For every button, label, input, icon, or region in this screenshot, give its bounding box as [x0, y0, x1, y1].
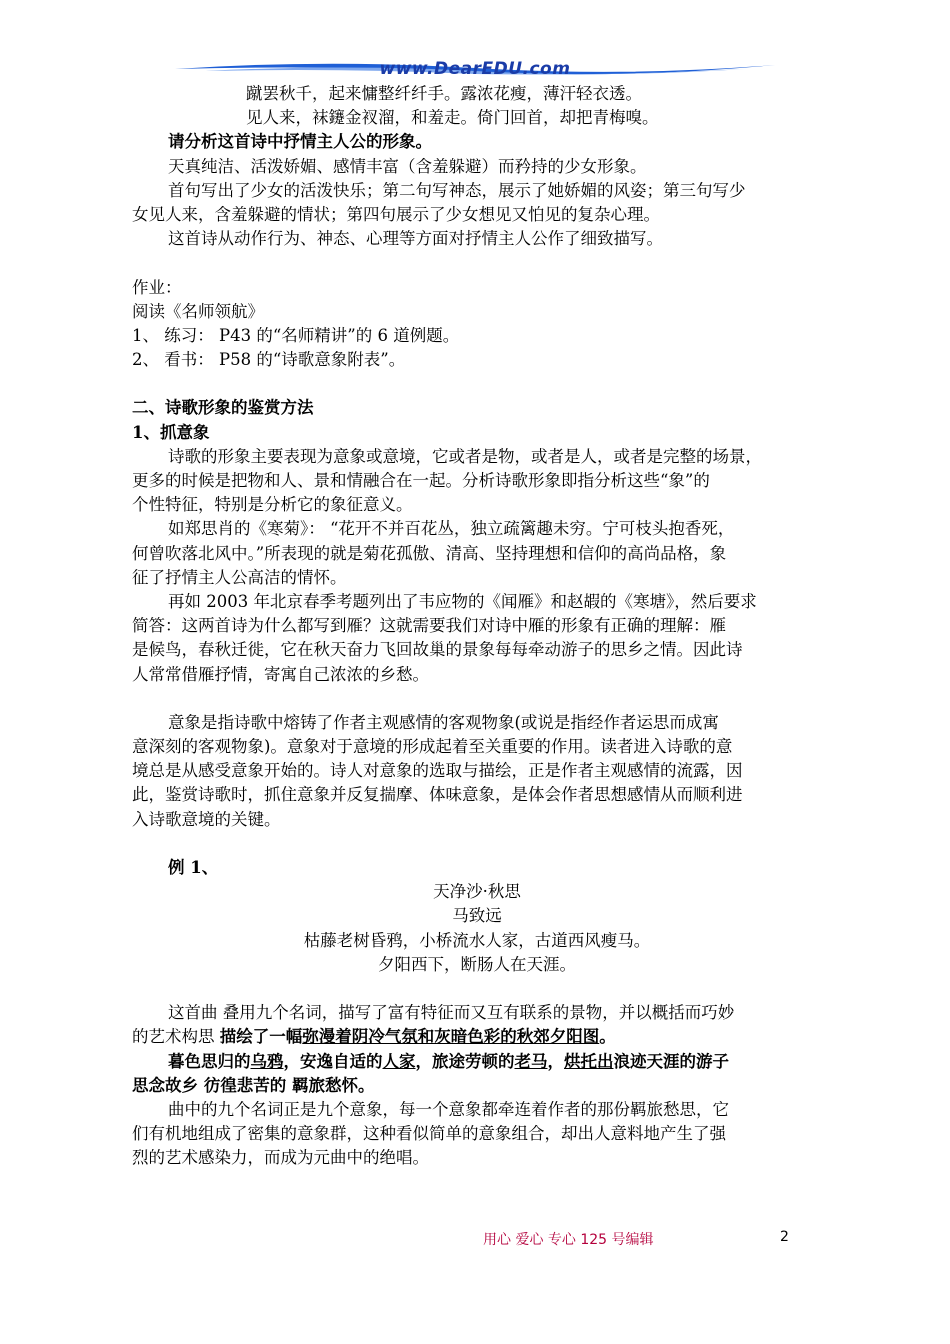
question: 请分析这首诗中抒情主人公的形象。 — [168, 132, 432, 152]
poem-line: 枯藤老树昏鸦，小桥流水人家，古道西风瘦马。 — [303, 930, 651, 950]
analysis-bold: 暮色思归的 — [168, 1051, 251, 1071]
paragraph-line: 烈的艺术感染力，而成为元曲中的绝唱。 — [132, 1148, 429, 1168]
analysis-underlined: 人家 — [382, 1051, 416, 1071]
analysis-bold: 浪迹天涯的游子 — [613, 1051, 729, 1071]
analysis-bold: 描绘了一幅 — [219, 1027, 303, 1047]
homework-read: 阅读《名师领航》 — [132, 301, 264, 321]
paragraph-line: 们有机地组成了密集的意象群，这种看似简单的意象组合，却出人意料地产生了强 — [132, 1124, 726, 1144]
poem-line: 见人来，袜鑳金衩溜，和羞走。倚门回首，却把青梅嗅。 — [246, 108, 659, 128]
analysis-underlined: 烘托出 — [564, 1051, 614, 1071]
footer-text: 用心 爱心 专心 125 号编辑 — [483, 1232, 654, 1248]
paragraph-line: 个性特征，特别是分析它的象征意义。 — [132, 495, 413, 515]
answer-line: 首句写出了少女的活泼快乐；第二句写神态，展示了她娇媚的风姿；第三句写少 — [168, 180, 746, 200]
paragraph-line: 曲中的九个名词正是九个意象，每一个意象都牵连着作者的那份羁旅愁思，它 — [168, 1099, 729, 1119]
poem-line: 蹴罢秋千，起来慵整纤纤手。露浓花瘦，薄汗轻衣透。 — [246, 84, 642, 103]
homework-item: 2、 看书： P58 的“诗歌意象附表”。 — [132, 350, 406, 370]
poem-author: 马致远 — [452, 906, 502, 926]
analysis-bold: 。 — [599, 1027, 616, 1047]
page-number: 2 — [780, 1229, 789, 1245]
document-body — [132, 82, 822, 1170]
analysis-bold: ，旅途劳顿的 — [415, 1051, 515, 1071]
paragraph-line: 意象是指诗歌中熔铸了作者主观感情的客观物象(或说是指经作者运思而成寓 — [168, 712, 719, 732]
analysis-underlined: 乌鸦 — [250, 1051, 284, 1071]
analysis-line — [132, 1050, 822, 1074]
paragraph-line: 是候鸟，春秋迁徙，它在秋天奋力飞回故巢的景象每每牵动游子的思乡之情。因此诗 — [132, 640, 743, 660]
paragraph-line: 如郑思肖的《寒菊》： “花开不并百花丛，独立疏篱趣未穷。宁可枝头抱香死， — [168, 519, 735, 539]
subsection-title: 1、抓意象 — [132, 422, 210, 442]
analysis-bold: ， — [547, 1051, 564, 1071]
analysis-line: 这首曲 叠用九个名词，描写了富有特征而又互有联系的景物，并以概括而巧妙 — [168, 1003, 735, 1023]
paragraph-line: 意深刻的客观物象)。意象对于意境的形成起着至关重要的作用。读者进入诗歌的意 — [132, 737, 733, 757]
analysis-underlined: 弥漫着阴冷气氛和灰暗色彩的秋郊夕阳图 — [302, 1027, 600, 1047]
paragraph-line: 此，鉴赏诗歌时，抓住意象并反复揣摩、体味意象，是体会作者思想感情从而顺利进 — [132, 785, 743, 805]
answer-line: 这首诗从动作行为、神态、心理等方面对抒情主人公作了细致描写。 — [168, 229, 663, 249]
answer-line: 天真纯洁、活泼娇媚、感情丰富（含羞躲避）而矜持的少女形象。 — [168, 156, 647, 176]
analysis-text: 的艺术构思 — [132, 1027, 220, 1047]
homework-title: 作业： — [132, 277, 182, 297]
site-url: www.DearEDU.com — [379, 59, 571, 79]
paragraph-line: 入诗歌意境的关键。 — [132, 809, 281, 829]
paragraph-line: 诗歌的形象主要表现为意象或意境，它或者是物，或者是人，或者是完整的场景， — [168, 446, 762, 466]
poem-title: 天净沙·秋思 — [433, 882, 521, 902]
analysis-line — [132, 1025, 822, 1049]
paragraph-line: 征了抒情主人公高洁的情怀。 — [132, 567, 347, 587]
paragraph-line: 简答：这两首诗为什么都写到雁？这就需要我们对诗中雁的形象有正确的理解：雁 — [132, 616, 726, 636]
paragraph-line: 再如 2003 年北京春季考题列出了韦应物的《闻雁》和赵嘏的《寒塘》，然后要求 — [168, 591, 757, 611]
section-title: 二、诗歌形象的鉴赏方法 — [132, 398, 314, 418]
paragraph-line: 境总是从感受意象开始的。诗人对意象的选取与描绘，正是作者主观感情的流露，因 — [132, 761, 743, 781]
paragraph-line: 人常常借雁抒情，寄寓自己浓浓的乡愁。 — [132, 664, 429, 684]
paragraph-line: 何曾吹落北风中。”所表现的就是菊花孤傲、清高、坚持理想和信仰的高尚品格，象 — [132, 543, 727, 563]
analysis-line: 思念故乡 彷徨悲苦的 羁旅愁怀。 — [132, 1075, 375, 1095]
analysis-underlined: 老马 — [514, 1051, 548, 1071]
example-label: 例 1、 — [168, 858, 219, 877]
homework-item: 1、 练习： P43 的“名师精讲”的 6 道例题。 — [132, 325, 460, 345]
analysis-bold: ，安逸自适的 — [283, 1051, 383, 1071]
answer-line: 女见人来，含羞躲避的情状；第四句展示了少女想见又怕见的复杂心理。 — [132, 204, 660, 224]
poem-line: 夕阳西下，断肠人在天涯。 — [378, 954, 576, 974]
paragraph-line: 更多的时候是把物和人、景和情融合在一起。分析诗歌形象即指分析这些“象”的 — [132, 471, 710, 490]
